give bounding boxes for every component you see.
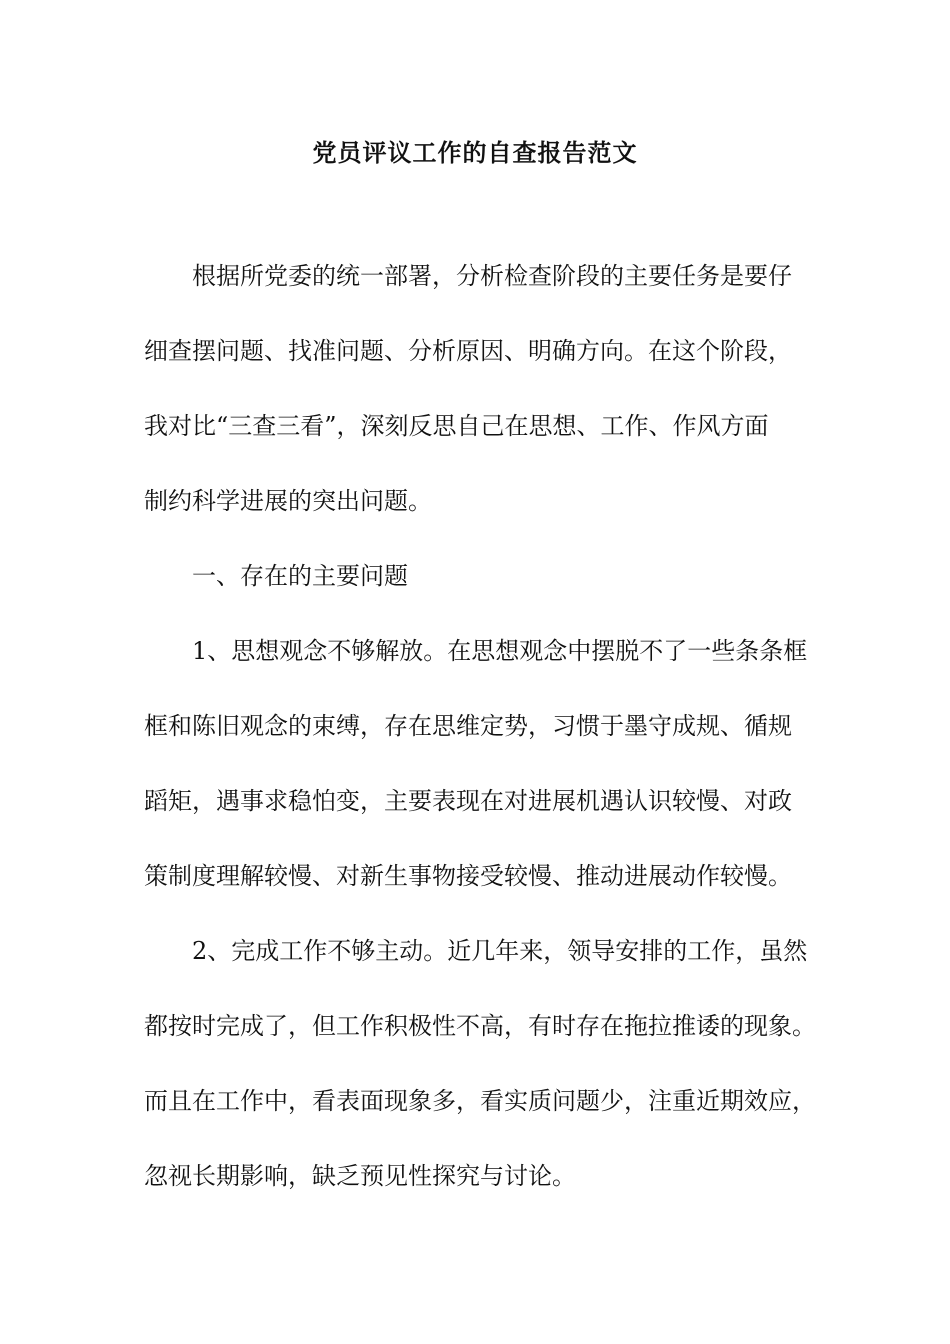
paragraph-line: 我对比“三查三看”，深刻反思自己在思想、工作、作风方面: [144, 412, 769, 440]
paragraph-line: 都按时完成了，但工作积极性不高，有时存在拖拉推诿的现象。: [144, 1012, 816, 1040]
document-title: 党员评议工作的自查报告范文: [312, 138, 638, 167]
paragraph-line: 根据所党委的统一部署，分析检查阶段的主要任务是要仔: [192, 262, 792, 290]
paragraph-line: 框和陈旧观念的束缚，存在思维定势，习惯于墨守成规、循规: [144, 712, 792, 740]
paragraph-line: 忽视长期影响，缺乏预见性探究与讨论。: [144, 1162, 576, 1190]
paragraph-line: 而且在工作中，看表面现象多，看实质问题少，注重近期效应，: [144, 1087, 816, 1115]
paragraph-line: 蹈矩，遇事求稳怕变，主要表现在对进展机遇认识较慢、对政: [144, 787, 792, 815]
paragraph-line: 制约科学进展的突出问题。: [144, 487, 432, 515]
paragraph-line: 2、完成工作不够主动。近几年来，领导安排的工作，虽然: [192, 937, 808, 965]
paragraph-line: 1、思想观念不够解放。在思想观念中摆脱不了一些条条框: [192, 637, 808, 665]
section-heading: 一、存在的主要问题: [192, 562, 408, 590]
paragraph-line: 细查摆问题、找准问题、分析原因、明确方向。在这个阶段，: [144, 337, 792, 365]
paragraph-line: 策制度理解较慢、对新生事物接受较慢、推动进展动作较慢。: [144, 862, 792, 890]
